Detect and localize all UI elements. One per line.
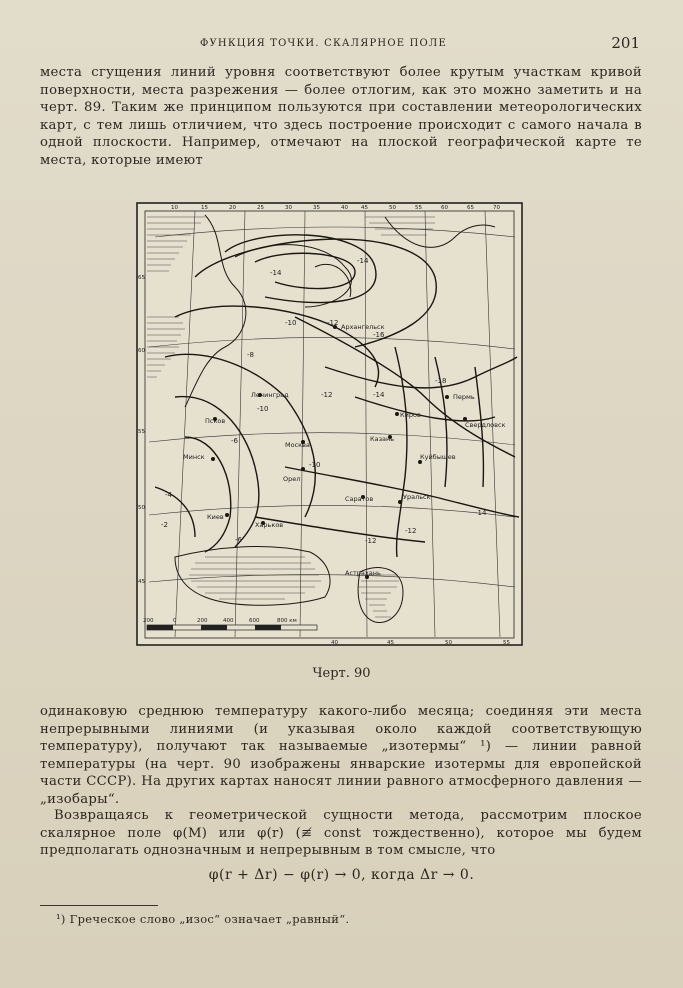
left-tick: 60 [138,348,145,354]
top-tick: 30 [285,205,292,211]
top-tick: 15 [201,205,208,211]
isotherm-label: -2 [161,521,168,529]
isotherm-label: -8 [247,351,254,359]
top-tick: 55 [415,205,422,211]
isotherm-label: -12 [321,391,333,399]
top-tick: 40 [341,205,348,211]
top-tick: 20 [229,205,236,211]
top-tick: 25 [257,205,264,211]
bottom-tick: 40 [331,640,338,646]
bottom-tick: 45 [387,640,394,646]
city-label: Свердловск [465,421,506,429]
top-tick: 45 [361,205,368,211]
isotherm-label: -12 [365,537,377,545]
city-label: Псков [205,417,226,425]
scale-label: 200 [197,618,208,624]
city-label: Харьков [255,521,284,529]
isotherm-label: -10 [257,405,269,413]
isotherm-label: -14 [270,269,282,277]
city-label: Уральск [403,493,431,501]
bottom-tick: 55 [503,640,510,646]
left-tick: 65 [138,275,145,281]
city-label: Пермь [453,393,475,401]
isotherm-label: -6 [235,536,242,544]
left-tick: 55 [138,429,145,435]
isotherm-label: -4 [165,491,172,499]
scale-label: 800 км [277,618,297,624]
page-header [40,34,640,54]
city-label: Киев [207,513,224,521]
city-label: Архангельск [341,323,385,331]
isotherm-label: -14 [357,257,369,265]
city-label: Кирoв [400,411,421,419]
isotherm-map-figure [135,197,535,657]
scale-label: 600 [249,618,260,624]
scale-label: 400 [223,618,234,624]
top-tick: 35 [313,205,320,211]
page-number: 201 [611,34,640,52]
figure-caption: Черт. 90 [312,666,371,681]
isotherm-label: -12 [327,319,339,327]
city-label: Куйбышев [420,453,456,461]
city-label: Минск [183,453,205,461]
top-tick: 70 [493,205,500,211]
isotherm-label: -14 [475,509,487,517]
footnote-marker: ¹) [56,912,66,926]
city-label: Москва [285,441,310,449]
top-tick: 50 [389,205,396,211]
paragraph-2: одинаковую среднюю температуру какого-либо месяца; соединяя эти места непрерывными линиями (и указывая около каждой соответствующую температуру), получают так называемые „изотермы“ ¹) — линии равной температуры (на черт. 90 изображены январские изотермы для европейской части СССР). На других картах наносят линии равного атмосферного давления — „изобары“. [40,704,642,807]
city-label: Саратов [345,495,374,503]
isotherm-label: -6 [231,437,238,445]
left-tick: 50 [138,505,145,511]
paragraph-1: места сгущения линий уровня соответствуют более крутым участкам кривой поверхности, места разрежения — более отлогим, как это можно заметить и на черт. 89. Таким же принципом пользуются при составлении метеорологических карт, с тем лишь отличием, что здесь построение происходит с самого начала в одной плоскости. Например, отмечают на плоской географической карте те места, которые имеют [40,65,642,168]
isotherm-label: -18 [435,377,447,385]
top-tick: 60 [441,205,448,211]
top-tick: 10 [171,205,178,211]
bottom-tick: 50 [445,640,452,646]
isotherm-label: -10 [285,319,297,327]
city-label: Казань [370,435,395,443]
isotherm-label: -16 [373,331,385,339]
city-label: Ленинград [251,391,289,399]
footnote-text: Греческое слово „изос“ означает „равный“. [69,912,350,926]
footnote-rule [40,905,158,906]
isotherm-label: -10 [309,461,321,469]
isotherm-map [135,197,535,657]
city-label: Орел [283,475,301,483]
limit-formula: φ(r + Δr) − φ(r) → 0, когда Δr → 0. [208,867,475,883]
city-label: Астрахань [345,569,381,577]
top-tick: 65 [467,205,474,211]
isotherm-label: -14 [373,391,385,399]
footnote [56,912,656,926]
scale-label: 0 [173,618,177,624]
running-title: ФУНКЦИЯ ТОЧКИ. СКАЛЯРНОЕ ПОЛЕ [200,38,447,49]
isotherm-label: -12 [405,527,417,535]
left-tick: 45 [138,579,145,585]
scale-label: 200 [143,618,154,624]
paragraph-3: Возвращаясь к геометрической сущности метода, рассмотрим плоское скалярное поле φ(M) или φ(r) (≢ const тождественно), которое мы будем предполагать однозначным и непрерывным в том смысле, что [40,808,642,859]
